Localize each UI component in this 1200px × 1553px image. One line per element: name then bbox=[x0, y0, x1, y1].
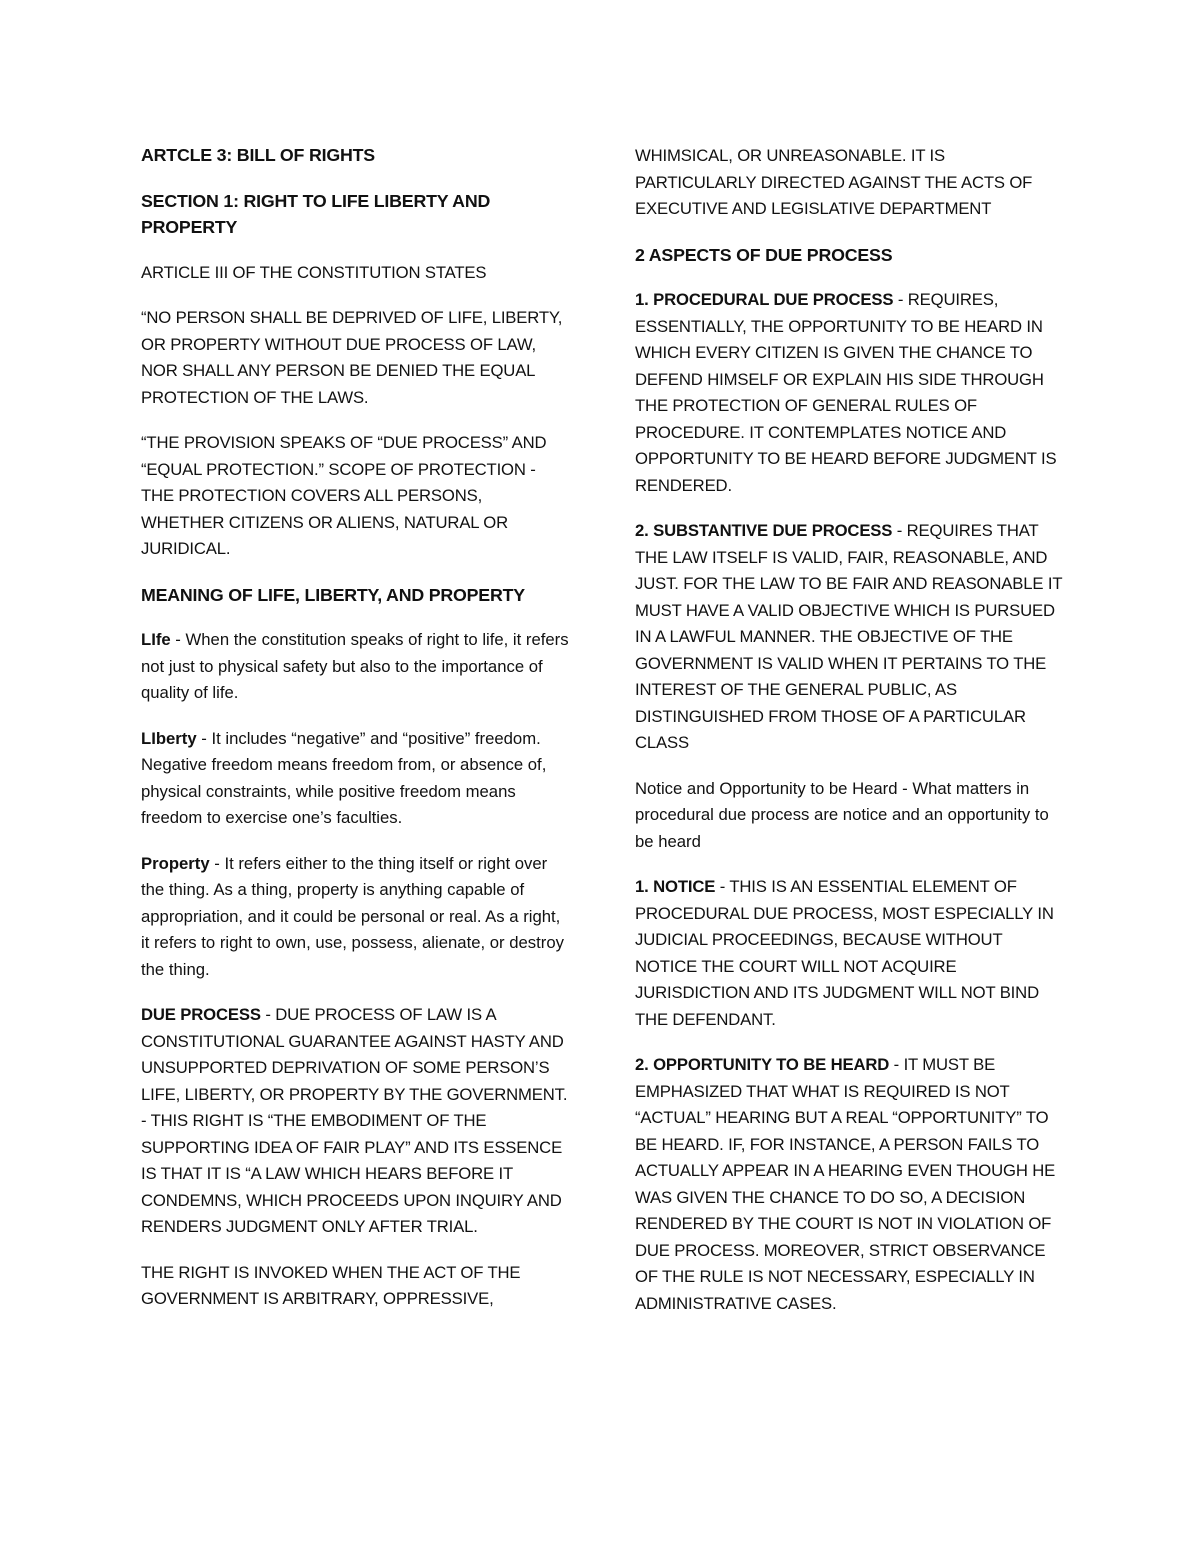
constitution-quote: “NO PERSON SHALL BE DEPRIVED OF LIFE, LIBERTY, OR PROPERTY WITHOUT DUE PROCESS OF LAW, NOR SHALL ANY PERSON BE DENIED THE EQUAL PROTECTION OF THE LAWS. bbox=[141, 308, 563, 407]
due-process-definition bbox=[141, 1002, 569, 1241]
property-label: Property bbox=[141, 853, 210, 873]
due-process-text: - DUE PROCESS OF LAW IS A CONSTITUTIONAL GUARANTEE AGAINST HASTY AND UNSUPPORTED DEPRIVATION OF SOME PERSON’S LIFE, LIBERTY, OR PROPERTY BY THE GOVERNMENT. - THIS RIGHT IS “THE EMBODIMENT OF THE SUPPORTING IDEA OF FAIR PLAY” AND ITS ESSENCE IS THAT IT IS “A LAW WHICH HEARS BEFORE IT CONDEMNS, WHICH PROCEEDS UPON INQUIRY AND RENDERS JUDGMENT ONLY AFTER TRIAL. bbox=[141, 1005, 568, 1236]
opportunity-text: - IT MUST BE EMPHASIZED THAT WHAT IS REQUIRED IS NOT “ACTUAL” HEARING BUT A REAL “OPPORTUNITY” TO BE HEARD. IF, FOR INSTANCE, A PERSON FAILS TO ACTUALLY APPEAR IN A HEARING EVEN THOUGH HE WAS GIVEN THE CHANCE TO DO SO, A DECISION RENDERED BY THE COURT IS NOT IN VIOLATION OF DUE PROCESS. MOREOVER, STRICT OBSERVANCE OF THE RULE IS NOT NECESSARY, ESPECIALLY IN ADMINISTRATIVE CASES. bbox=[635, 1055, 1056, 1313]
notice-paragraph bbox=[635, 874, 1063, 1033]
left-column bbox=[141, 142, 569, 1332]
notice-label: 1. NOTICE bbox=[635, 877, 716, 896]
property-definition bbox=[141, 851, 569, 984]
substantive-due-process bbox=[635, 518, 1063, 757]
procedural-label: 1. PROCEDURAL DUE PROCESS bbox=[635, 290, 894, 309]
aspects-heading: 2 ASPECTS OF DUE PROCESS bbox=[635, 244, 893, 265]
right-column bbox=[635, 143, 1063, 1336]
invoked-paragraph: THE RIGHT IS INVOKED WHEN THE ACT OF THE GOVERNMENT IS ARBITRARY, OPPRESSIVE, bbox=[141, 1262, 521, 1308]
document-title: ARTCLE 3: BILL OF RIGHTS bbox=[141, 145, 375, 165]
article-intro: ARTICLE III OF THE CONSTITUTION STATES bbox=[141, 262, 487, 282]
section-heading: SECTION 1: RIGHT TO LIFE LIBERTY AND PROPERTY bbox=[141, 190, 491, 237]
meaning-heading: MEANING OF LIFE, LIBERTY, AND PROPERTY bbox=[141, 584, 525, 605]
liberty-definition bbox=[141, 726, 569, 832]
life-definition bbox=[141, 627, 569, 707]
substantive-label: 2. SUBSTANTIVE DUE PROCESS bbox=[635, 521, 893, 540]
opportunity-paragraph bbox=[635, 1052, 1063, 1317]
property-text: - It refers either to the thing itself or right over the thing. As a thing, property is anything capable of appropriation, and it could be personal or real. As a right, it refers to right to own, use, possess, alienate, or destroy the thing. bbox=[141, 853, 564, 979]
provision-paragraph: “THE PROVISION SPEAKS OF “DUE PROCESS” AND “EQUAL PROTECTION.” SCOPE OF PROTECTION - THE PROTECTION COVERS ALL PERSONS, WHETHER CITIZENS OR ALIENS, NATURAL OR JURIDICAL. bbox=[141, 433, 547, 558]
procedural-text: - REQUIRES, ESSENTIALLY, THE OPPORTUNITY TO BE HEARD IN WHICH EVERY CITIZEN IS GIVEN THE CHANCE TO DEFEND HIMSELF OR EXPLAIN HIS SIDE THROUGH THE PROTECTION OF GENERAL RULES OF PROCEDURE. IT CONTEMPLATES NOTICE AND OPPORTUNITY TO BE HEARD BEFORE JUDGMENT IS RENDERED. bbox=[635, 290, 1057, 495]
liberty-label: LIberty bbox=[141, 728, 197, 748]
substantive-text: - REQUIRES THAT THE LAW ITSELF IS VALID, FAIR, REASONABLE, AND JUST. FOR THE LAW TO BE FAIR AND REASONABLE IT MUST HAVE A VALID OBJECTIVE WHICH IS PURSUED IN A LAWFUL MANNER. THE OBJECTIVE OF THE GOVERNMENT IS VALID WHEN IT PERTAINS TO THE INTEREST OF THE GENERAL PUBLIC, AS DISTINGUISHED FROM THOSE OF A PARTICULAR CLASS bbox=[635, 521, 1063, 752]
procedural-due-process bbox=[635, 287, 1063, 499]
opportunity-label: 2. OPPORTUNITY TO BE HEARD bbox=[635, 1055, 890, 1074]
life-text: - When the constitution speaks of right to life, it refers not just to physical safety but also to the importance of quality of life. bbox=[141, 630, 569, 702]
life-label: LIfe bbox=[141, 630, 171, 649]
continued-paragraph: WHIMSICAL, OR UNREASONABLE. IT IS PARTICULARLY DIRECTED AGAINST THE ACTS OF EXECUTIVE AND LEGISLATIVE DEPARTMENT bbox=[635, 146, 1033, 218]
notice-text: - THIS IS AN ESSENTIAL ELEMENT OF PROCEDURAL DUE PROCESS, MOST ESPECIALLY IN JUDICIAL PROCEEDINGS, BECAUSE WITHOUT NOTICE THE COURT WILL NOT ACQUIRE JURISDICTION AND ITS JUDGMENT WILL NOT BIND THE DEFENDANT. bbox=[635, 877, 1054, 1029]
due-process-label: DUE PROCESS bbox=[141, 1005, 261, 1024]
notice-opportunity-paragraph: Notice and Opportunity to be Heard - What matters in procedural due process are notice and an opportunity to be heard bbox=[635, 778, 1049, 851]
liberty-text: - It includes “negative” and “positive” freedom. Negative freedom means freedom from, or absence of, physical constraints, while positive freedom means freedom to exercise one’s faculties. bbox=[141, 728, 547, 827]
